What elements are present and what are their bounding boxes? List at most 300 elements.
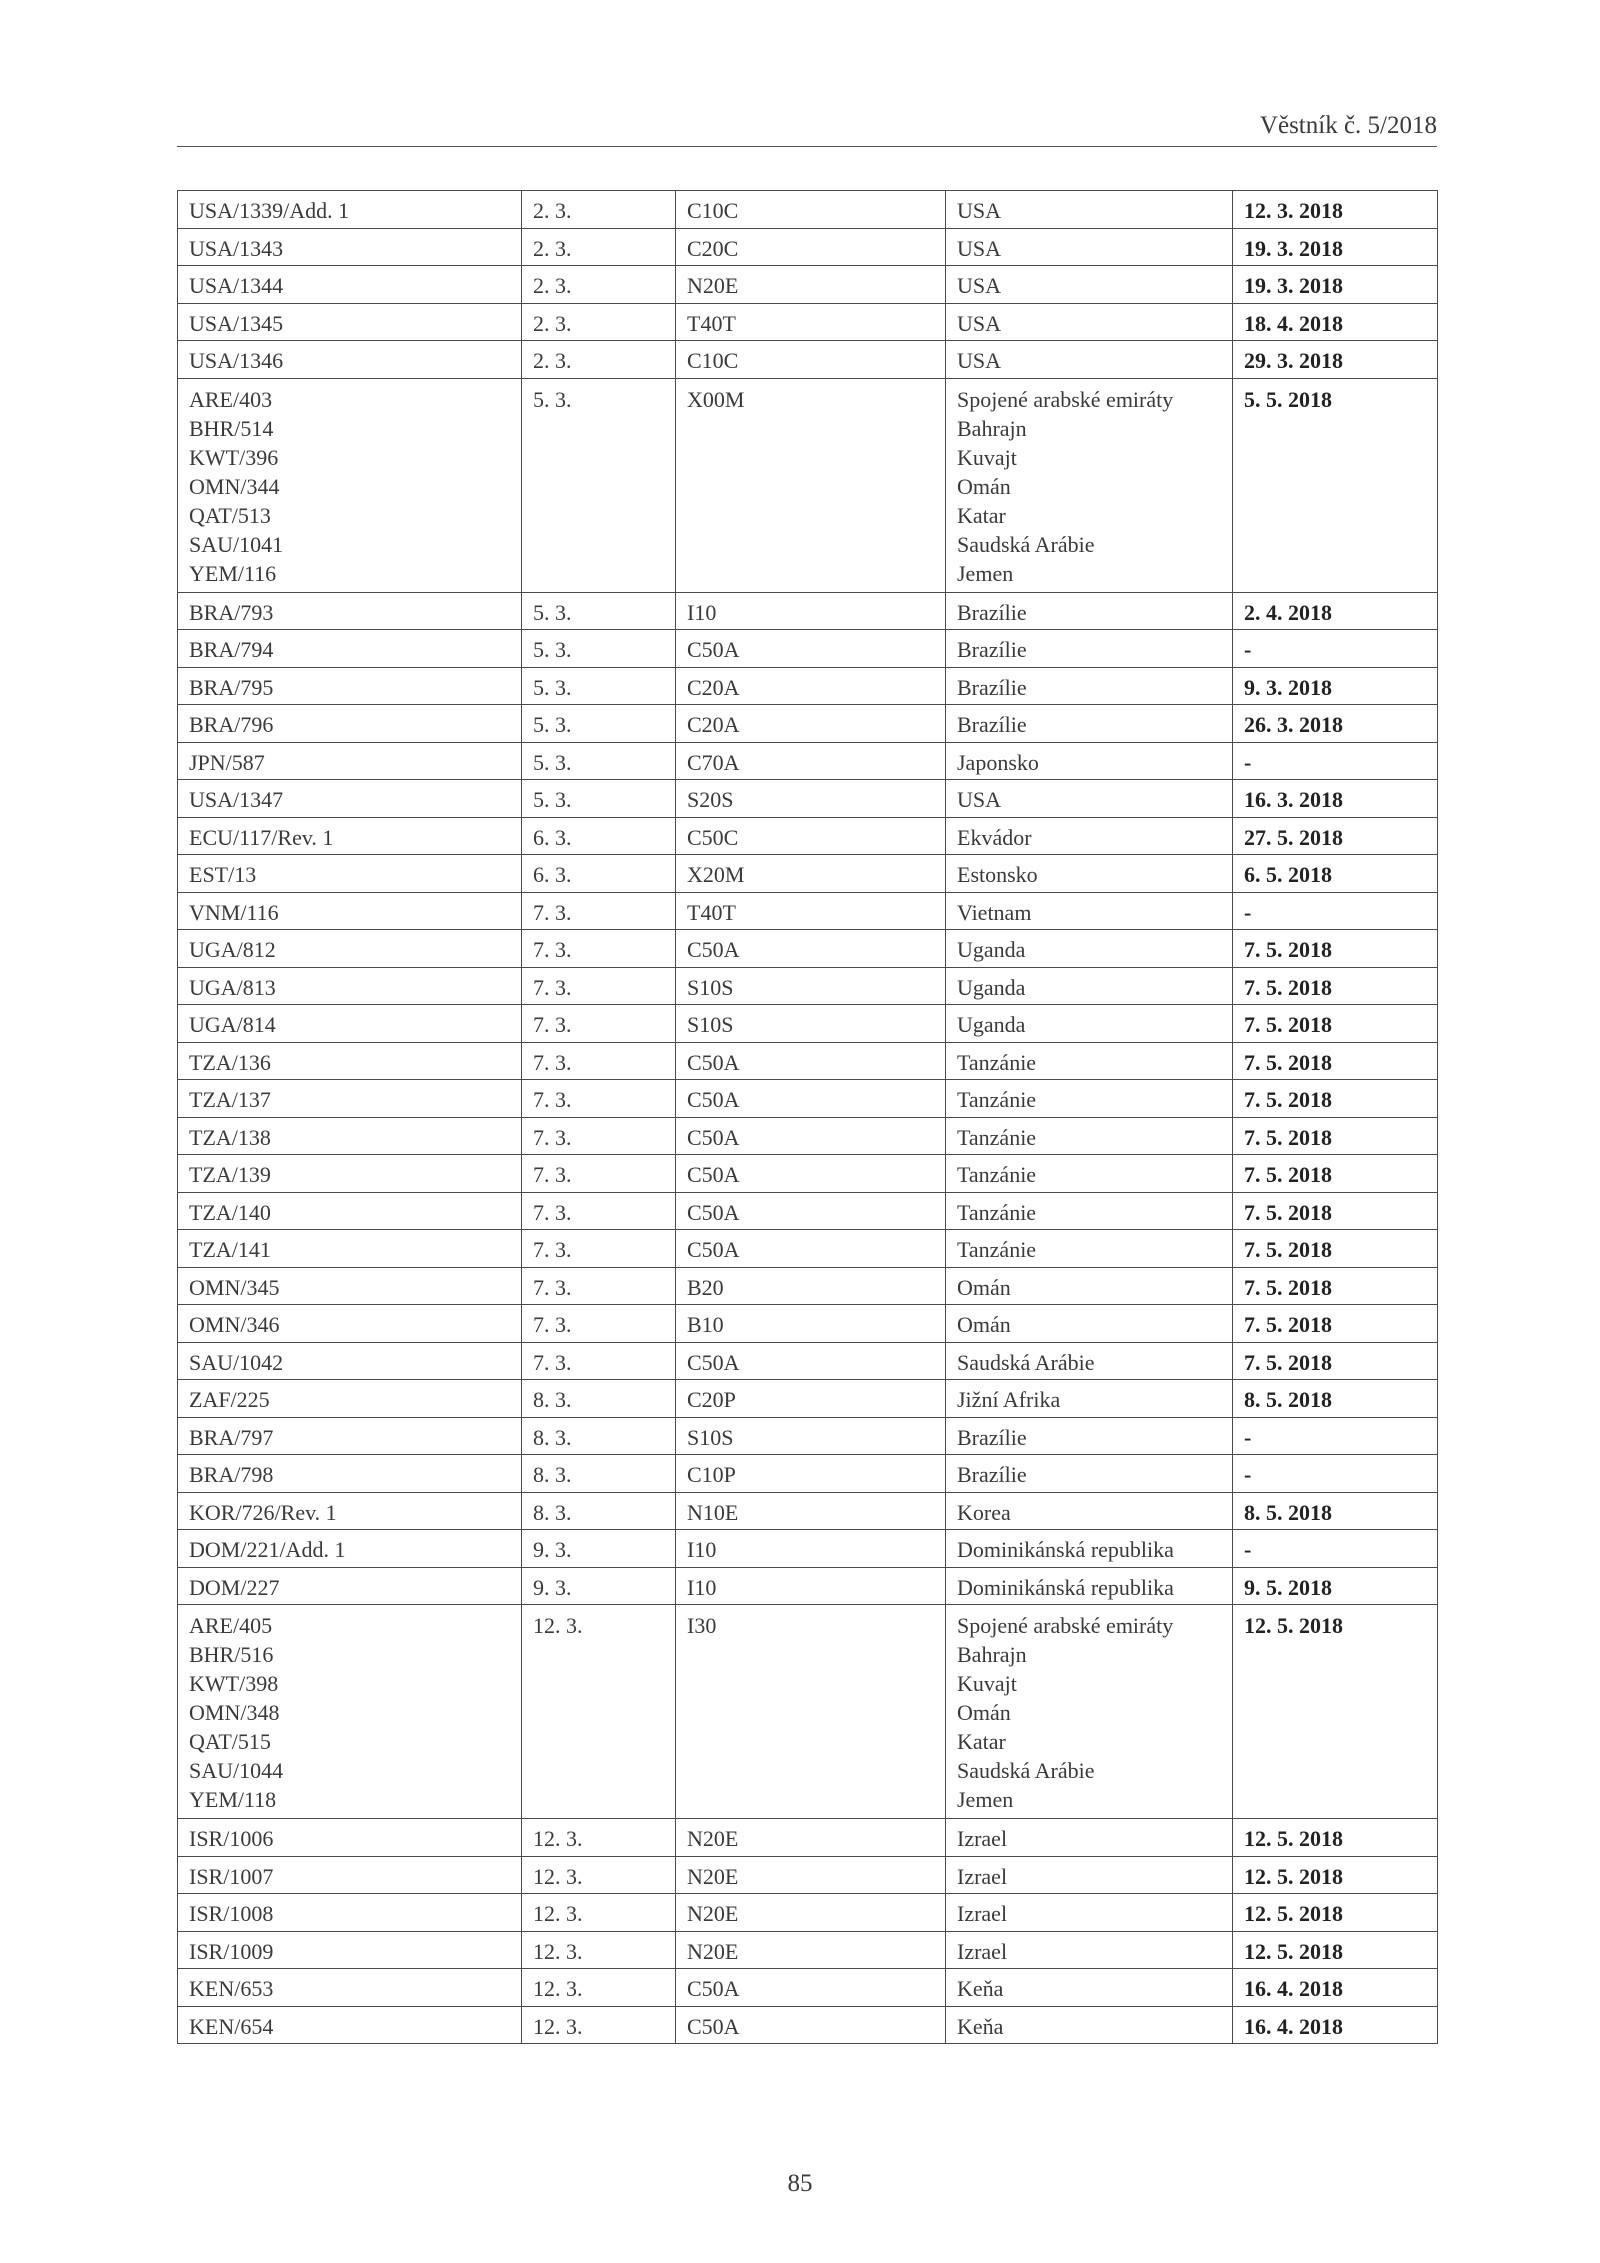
table-row: [178, 1080, 1438, 1118]
country-cell-line: Brazílie: [957, 599, 1027, 625]
notification-date-cell: 9. 3.: [522, 1567, 676, 1605]
country-cell: [946, 930, 1233, 968]
notification-number-cell: [178, 1005, 522, 1043]
notification-number-cell: [178, 1969, 522, 2007]
notification-number-cell: [178, 1192, 522, 1230]
comment-deadline-cell: 7. 5. 2018: [1233, 1117, 1438, 1155]
comment-deadline-cell: 2. 4. 2018: [1233, 592, 1438, 630]
country-cell: [946, 303, 1233, 341]
ics-code-cell: T40T: [676, 892, 946, 930]
country-cell-line: Kuvajt: [957, 1671, 1017, 1696]
notification-number-cell: [178, 1931, 522, 1969]
notification-date-cell: 12. 3.: [522, 1931, 676, 1969]
country-cell-line: Omán: [957, 473, 1011, 499]
notification-number-cell-line: USA/1339/Add. 1: [189, 198, 350, 223]
table-row: [178, 1230, 1438, 1268]
notification-number-cell-line: USA/1344: [189, 273, 284, 298]
country-cell-line: Estonsko: [957, 862, 1038, 887]
country-cell-line: Uganda: [957, 974, 1026, 1000]
notification-number-cell: [178, 1380, 522, 1418]
notification-number-cell-line: SAU/1042: [189, 1349, 284, 1375]
notification-date-cell: 5. 3.: [522, 667, 676, 705]
ics-code-cell: N20E: [676, 1856, 946, 1894]
notification-number-cell: [178, 667, 522, 705]
ics-code-cell: C50A: [676, 1969, 946, 2007]
country-cell: [946, 1492, 1233, 1530]
table-row: [178, 1417, 1438, 1455]
ics-code-cell: C50A: [676, 630, 946, 668]
notification-number-cell-line: BRA/796: [189, 712, 274, 737]
country-cell: [946, 378, 1233, 592]
comment-deadline-cell: 16. 4. 2018: [1233, 2006, 1438, 2044]
table-row: [178, 1819, 1438, 1857]
notification-date-cell: 2. 3.: [522, 341, 676, 379]
comment-deadline-cell: -: [1233, 1530, 1438, 1568]
notification-date-cell: 6. 3.: [522, 817, 676, 855]
notification-number-cell-line: TZA/141: [189, 1237, 271, 1262]
notification-date-cell: 7. 3.: [522, 892, 676, 930]
ics-code-cell: C50A: [676, 930, 946, 968]
notification-number-cell-line: QAT/515: [189, 1729, 271, 1754]
comment-deadline-cell: -: [1233, 630, 1438, 668]
notification-number-cell-line: KWT/396: [189, 444, 279, 470]
notification-date-cell: 12. 3.: [522, 1819, 676, 1857]
notification-number-cell-line: KEN/654: [189, 2013, 274, 2039]
comment-deadline-cell: 8. 5. 2018: [1233, 1380, 1438, 1418]
notification-number-cell: [178, 266, 522, 304]
table-row: [178, 266, 1438, 304]
notification-number-cell-line: ISR/1006: [189, 1826, 274, 1851]
country-cell-line: Brazílie: [957, 637, 1027, 662]
notification-number-cell: [178, 1819, 522, 1857]
notification-number-cell-line: UGA/814: [189, 1012, 276, 1037]
notification-number-cell: [178, 1856, 522, 1894]
notification-date-cell: 9. 3.: [522, 1530, 676, 1568]
country-cell-line: Tanzánie: [957, 1237, 1037, 1262]
notification-date-cell: 8. 3.: [522, 1417, 676, 1455]
country-cell-line: Jižní Afrika: [957, 1387, 1061, 1412]
notification-date-cell: 7. 3.: [522, 967, 676, 1005]
notification-number-cell-line: ZAF/225: [189, 1387, 270, 1412]
ics-code-cell: C50A: [676, 1192, 946, 1230]
ics-code-cell: S10S: [676, 1005, 946, 1043]
comment-deadline-cell: 16. 4. 2018: [1233, 1969, 1438, 2007]
ics-code-cell: I10: [676, 592, 946, 630]
notification-number-cell: [178, 1605, 522, 1819]
country-cell-line: Korea: [957, 1499, 1011, 1525]
notification-date-cell: 12. 3.: [522, 1856, 676, 1894]
notification-number-cell: [178, 341, 522, 379]
country-cell: [946, 892, 1233, 930]
ics-code-cell: N20E: [676, 266, 946, 304]
notification-number-cell-line: BHR/516: [189, 1642, 274, 1667]
comment-deadline-cell: 7. 5. 2018: [1233, 1042, 1438, 1080]
notification-number-cell-line: USA/1346: [189, 348, 284, 373]
country-cell-line: Saudská Arábie: [957, 1758, 1095, 1783]
ics-code-cell: C10P: [676, 1455, 946, 1493]
table-row: [178, 1567, 1438, 1605]
notification-number-cell: [178, 1155, 522, 1193]
table-row: [178, 1342, 1438, 1380]
country-cell: [946, 1342, 1233, 1380]
country-cell-line: Izrael: [957, 1901, 1008, 1926]
notification-number-cell-line: ECU/117/Rev. 1: [189, 824, 334, 850]
comment-deadline-cell: 27. 5. 2018: [1233, 817, 1438, 855]
notification-number-cell-line: DOM/227: [189, 1574, 280, 1600]
comment-deadline-cell: 12. 5. 2018: [1233, 1931, 1438, 1969]
comment-deadline-cell: 7. 5. 2018: [1233, 967, 1438, 1005]
table-body: [178, 191, 1438, 2044]
country-cell-line: Izrael: [957, 1938, 1008, 1964]
country-cell: [946, 1042, 1233, 1080]
country-cell: [946, 1819, 1233, 1857]
table-row: [178, 967, 1438, 1005]
country-cell: [946, 1894, 1233, 1932]
comment-deadline-cell: 7. 5. 2018: [1233, 1267, 1438, 1305]
notification-number-cell: [178, 967, 522, 1005]
table-row: [178, 817, 1438, 855]
notification-number-cell-line: ARE/403: [189, 386, 273, 412]
notification-number-cell-line: TZA/138: [189, 1124, 271, 1150]
comment-deadline-cell: 6. 5. 2018: [1233, 855, 1438, 893]
country-cell-line: Spojené arabské emiráty: [957, 386, 1174, 412]
table-row: [178, 1192, 1438, 1230]
notification-date-cell: 5. 3.: [522, 630, 676, 668]
notification-date-cell: 8. 3.: [522, 1492, 676, 1530]
table-row: [178, 1455, 1438, 1493]
comment-deadline-cell: -: [1233, 742, 1438, 780]
table-row: [178, 2006, 1438, 2044]
table-row: [178, 1492, 1438, 1530]
comment-deadline-cell: -: [1233, 892, 1438, 930]
notification-number-cell: [178, 1894, 522, 1932]
country-cell-line: Bahrajn: [957, 415, 1027, 441]
notification-number-cell: [178, 1042, 522, 1080]
ics-code-cell: N20E: [676, 1819, 946, 1857]
page-number: 85: [787, 2170, 813, 2197]
table-row: [178, 742, 1438, 780]
notification-number-cell-line: SAU/1044: [189, 1758, 284, 1783]
notification-number-cell-line: USA/1343: [189, 235, 284, 261]
ics-code-cell: C70A: [676, 742, 946, 780]
notification-number-cell-line: YEM/118: [189, 1787, 277, 1812]
country-cell: [946, 967, 1233, 1005]
comment-deadline-cell: 9. 3. 2018: [1233, 667, 1438, 705]
country-cell: [946, 667, 1233, 705]
ics-code-cell: C50A: [676, 1230, 946, 1268]
country-cell-line: Saudská Arábie: [957, 1349, 1095, 1375]
notification-number-cell: [178, 817, 522, 855]
notification-number-cell-line: USA/1345: [189, 310, 284, 336]
comment-deadline-cell: 5. 5. 2018: [1233, 378, 1438, 592]
country-cell-line: Tanzánie: [957, 1162, 1037, 1187]
country-cell: [946, 191, 1233, 229]
country-cell: [946, 1117, 1233, 1155]
comment-deadline-cell: 19. 3. 2018: [1233, 266, 1438, 304]
table-row: [178, 1155, 1438, 1193]
ics-code-cell: N20E: [676, 1931, 946, 1969]
notification-number-cell-line: ISR/1008: [189, 1901, 274, 1926]
country-cell-line: Brazílie: [957, 674, 1027, 700]
notification-number-cell-line: OMN/348: [189, 1700, 280, 1725]
country-cell: [946, 705, 1233, 743]
country-cell: [946, 1380, 1233, 1418]
notification-number-cell-line: ARE/405: [189, 1613, 273, 1638]
notification-number-cell-line: KOR/726/Rev. 1: [189, 1499, 337, 1525]
comment-deadline-cell: 7. 5. 2018: [1233, 1192, 1438, 1230]
country-cell: [946, 630, 1233, 668]
notification-date-cell: 7. 3.: [522, 1342, 676, 1380]
ics-code-cell: C50A: [676, 1342, 946, 1380]
table-row: [178, 303, 1438, 341]
notification-number-cell: [178, 892, 522, 930]
country-cell: [946, 1455, 1233, 1493]
notification-date-cell: 2. 3.: [522, 303, 676, 341]
country-cell-line: Saudská Arábie: [957, 531, 1095, 557]
ics-code-cell: C20A: [676, 705, 946, 743]
country-cell-line: Keňa: [957, 1976, 1004, 2001]
notification-date-cell: 6. 3.: [522, 855, 676, 893]
notification-number-cell-line: BRA/795: [189, 674, 274, 700]
country-cell: [946, 1605, 1233, 1819]
table-row: [178, 1969, 1438, 2007]
notification-number-cell-line: KWT/398: [189, 1671, 279, 1696]
comment-deadline-cell: 9. 5. 2018: [1233, 1567, 1438, 1605]
notification-date-cell: 7. 3.: [522, 1080, 676, 1118]
notification-number-cell: [178, 303, 522, 341]
comment-deadline-cell: 7. 5. 2018: [1233, 1005, 1438, 1043]
comment-deadline-cell: 12. 5. 2018: [1233, 1856, 1438, 1894]
notification-number-cell-line: BRA/798: [189, 1462, 274, 1487]
country-cell: [946, 1305, 1233, 1343]
notification-number-cell: [178, 780, 522, 818]
notification-number-cell: [178, 1080, 522, 1118]
notification-number-cell-line: YEM/116: [189, 560, 277, 586]
notification-number-cell-line: JPN/587: [189, 749, 265, 775]
ics-code-cell: C50C: [676, 817, 946, 855]
table-row: [178, 1380, 1438, 1418]
ics-code-cell: I10: [676, 1567, 946, 1605]
comment-deadline-cell: 16. 3. 2018: [1233, 780, 1438, 818]
notification-number-cell-line: VNM/116: [189, 899, 279, 925]
table-row: [178, 780, 1438, 818]
notification-number-cell-line: EST/13: [189, 862, 257, 887]
notification-date-cell: 12. 3.: [522, 2006, 676, 2044]
notification-date-cell: 12. 3.: [522, 1969, 676, 2007]
country-cell: [946, 817, 1233, 855]
table-row: [178, 1605, 1438, 1819]
comment-deadline-cell: 12. 5. 2018: [1233, 1605, 1438, 1819]
country-cell-line: Jemen: [957, 560, 1014, 586]
comment-deadline-cell: 12. 3. 2018: [1233, 191, 1438, 229]
notification-date-cell: 8. 3.: [522, 1380, 676, 1418]
country-cell-line: Spojené arabské emiráty: [957, 1613, 1174, 1638]
country-cell-line: Izrael: [957, 1863, 1008, 1889]
table-row: [178, 1894, 1438, 1932]
comment-deadline-cell: 7. 5. 2018: [1233, 1342, 1438, 1380]
notification-number-cell: [178, 378, 522, 592]
page-header: [177, 112, 1437, 147]
ics-code-cell: C10C: [676, 191, 946, 229]
country-cell-line: Katar: [957, 1729, 1006, 1754]
notification-date-cell: 8. 3.: [522, 1455, 676, 1493]
country-cell-line: Uganda: [957, 1012, 1026, 1037]
notification-date-cell: 5. 3.: [522, 742, 676, 780]
notification-number-cell: [178, 1417, 522, 1455]
country-cell-line: Izrael: [957, 1826, 1008, 1851]
country-cell-line: Ekvádor: [957, 824, 1032, 850]
country-cell-line: Katar: [957, 502, 1006, 528]
ics-code-cell: S20S: [676, 780, 946, 818]
country-cell-line: Omán: [957, 1274, 1011, 1300]
notification-number-cell-line: ISR/1009: [189, 1938, 274, 1964]
ics-code-cell: T40T: [676, 303, 946, 341]
ics-code-cell: C20C: [676, 228, 946, 266]
notification-number-cell-line: TZA/136: [189, 1049, 271, 1075]
country-cell: [946, 1267, 1233, 1305]
comment-deadline-cell: 7. 5. 2018: [1233, 1155, 1438, 1193]
comment-deadline-cell: -: [1233, 1455, 1438, 1493]
comment-deadline-cell: 19. 3. 2018: [1233, 228, 1438, 266]
table-row: [178, 341, 1438, 379]
notification-number-cell: [178, 1230, 522, 1268]
notification-number-cell-line: SAU/1041: [189, 531, 284, 557]
table-row: [178, 592, 1438, 630]
notification-date-cell: 12. 3.: [522, 1894, 676, 1932]
notification-number-cell: [178, 2006, 522, 2044]
table-row: [178, 191, 1438, 229]
country-cell-line: Keňa: [957, 2013, 1004, 2039]
ics-code-cell: B10: [676, 1305, 946, 1343]
notification-number-cell-line: QAT/513: [189, 502, 271, 528]
country-cell: [946, 780, 1233, 818]
country-cell: [946, 742, 1233, 780]
notification-number-cell-line: USA/1347: [189, 787, 284, 812]
country-cell-line: Japonsko: [957, 749, 1039, 775]
notification-number-cell-line: DOM/221/Add. 1: [189, 1537, 346, 1562]
comment-deadline-cell: 26. 3. 2018: [1233, 705, 1438, 743]
comment-deadline-cell: 7. 5. 2018: [1233, 1305, 1438, 1343]
ics-code-cell: S10S: [676, 1417, 946, 1455]
notification-date-cell: 5. 3.: [522, 592, 676, 630]
notification-date-cell: 7. 3.: [522, 1042, 676, 1080]
notification-number-cell-line: OMN/346: [189, 1312, 280, 1337]
notification-date-cell: 12. 3.: [522, 1605, 676, 1819]
notification-date-cell: 2. 3.: [522, 266, 676, 304]
country-cell: [946, 341, 1233, 379]
notification-number-cell: [178, 705, 522, 743]
notification-number-cell-line: OMN/344: [189, 473, 280, 499]
notification-number-cell: [178, 1492, 522, 1530]
table-row: [178, 1117, 1438, 1155]
table-row: [178, 1005, 1438, 1043]
notification-date-cell: 7. 3.: [522, 1192, 676, 1230]
country-cell-line: USA: [957, 273, 1002, 298]
table-row: [178, 705, 1438, 743]
country-cell-line: USA: [957, 787, 1002, 812]
notification-number-cell-line: OMN/345: [189, 1274, 280, 1300]
ics-code-cell: I30: [676, 1605, 946, 1819]
notification-number-cell: [178, 1455, 522, 1493]
notification-number-cell-line: TZA/137: [189, 1087, 271, 1112]
notification-date-cell: 7. 3.: [522, 1005, 676, 1043]
country-cell: [946, 1230, 1233, 1268]
notification-number-cell: [178, 630, 522, 668]
ics-code-cell: C50A: [676, 1155, 946, 1193]
table-row: [178, 930, 1438, 968]
ics-code-cell: C10C: [676, 341, 946, 379]
country-cell: [946, 1856, 1233, 1894]
notification-date-cell: 7. 3.: [522, 1155, 676, 1193]
country-cell-line: Tanzánie: [957, 1199, 1037, 1225]
notification-number-cell: [178, 1530, 522, 1568]
table-row: [178, 855, 1438, 893]
notification-number-cell-line: KEN/653: [189, 1976, 274, 2001]
comment-deadline-cell: 7. 5. 2018: [1233, 930, 1438, 968]
table-row: [178, 667, 1438, 705]
ics-code-cell: B20: [676, 1267, 946, 1305]
country-cell-line: USA: [957, 235, 1002, 261]
country-cell: [946, 1192, 1233, 1230]
ics-code-cell: I10: [676, 1530, 946, 1568]
table-row: [178, 228, 1438, 266]
table-row: [178, 1856, 1438, 1894]
notification-number-cell-line: TZA/139: [189, 1162, 271, 1187]
notification-number-cell: [178, 1267, 522, 1305]
notification-number-cell: [178, 1305, 522, 1343]
notification-date-cell: 2. 3.: [522, 191, 676, 229]
ics-code-cell: S10S: [676, 967, 946, 1005]
country-cell-line: Brazílie: [957, 712, 1027, 737]
notification-date-cell: 7. 3.: [522, 1305, 676, 1343]
notification-number-cell: [178, 1117, 522, 1155]
country-cell-line: Tanzánie: [957, 1087, 1037, 1112]
notification-number-cell: [178, 1342, 522, 1380]
table-row: [178, 1931, 1438, 1969]
country-cell-line: Dominikánská republika: [957, 1537, 1174, 1562]
ics-code-cell: C50A: [676, 1042, 946, 1080]
country-cell-line: Omán: [957, 1312, 1011, 1337]
country-cell: [946, 1931, 1233, 1969]
notification-number-cell-line: BRA/797: [189, 1424, 274, 1450]
ics-code-cell: C20P: [676, 1380, 946, 1418]
country-cell: [946, 1969, 1233, 2007]
country-cell-line: Dominikánská republika: [957, 1574, 1174, 1600]
ics-code-cell: X00M: [676, 378, 946, 592]
ics-code-cell: C50A: [676, 2006, 946, 2044]
notification-date-cell: 7. 3.: [522, 1230, 676, 1268]
comment-deadline-cell: 7. 5. 2018: [1233, 1230, 1438, 1268]
ics-code-cell: X20M: [676, 855, 946, 893]
country-cell: [946, 855, 1233, 893]
country-cell-line: Kuvajt: [957, 444, 1017, 470]
notification-number-cell: [178, 1567, 522, 1605]
comment-deadline-cell: 7. 5. 2018: [1233, 1080, 1438, 1118]
country-cell: [946, 1080, 1233, 1118]
notification-number-cell-line: UGA/813: [189, 974, 276, 1000]
notification-date-cell: 5. 3.: [522, 780, 676, 818]
country-cell-line: Vietnam: [957, 899, 1032, 925]
country-cell: [946, 1005, 1233, 1043]
country-cell: [946, 266, 1233, 304]
ics-code-cell: C50A: [676, 1080, 946, 1118]
country-cell-line: USA: [957, 198, 1002, 223]
table-row: [178, 378, 1438, 592]
country-cell-line: Brazílie: [957, 1462, 1027, 1487]
country-cell: [946, 1155, 1233, 1193]
country-cell-line: Jemen: [957, 1787, 1014, 1812]
comment-deadline-cell: 12. 5. 2018: [1233, 1819, 1438, 1857]
